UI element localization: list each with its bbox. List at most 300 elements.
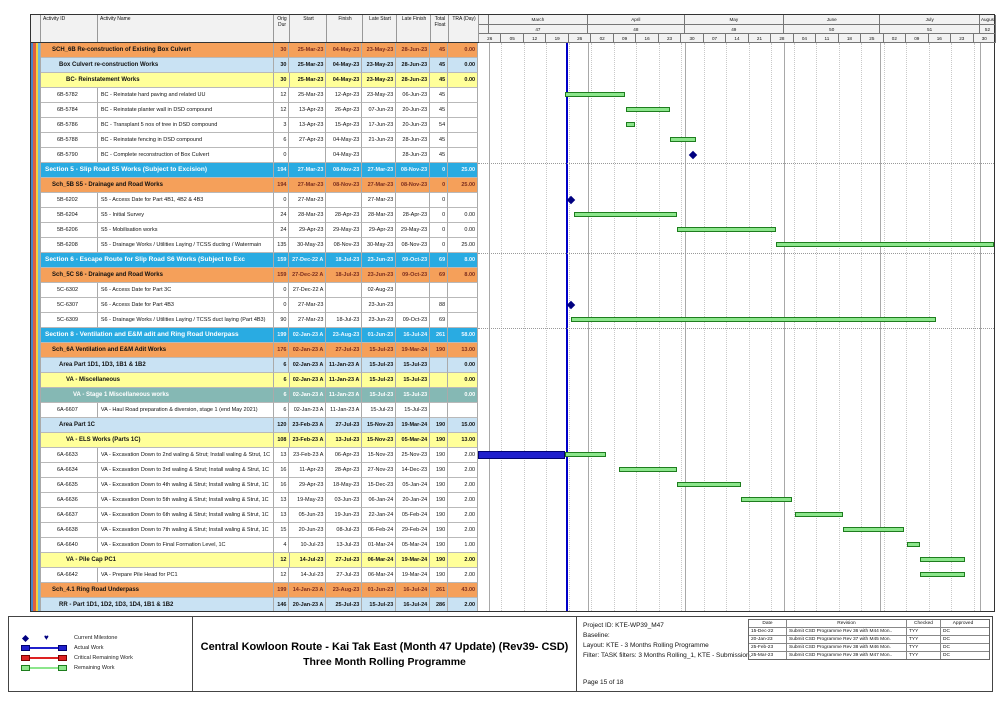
revision-cell: Checked bbox=[907, 620, 941, 627]
activity-name-cell: Sch_5C S6 - Drainage and Road Works bbox=[41, 268, 274, 283]
gantt-row-canvas bbox=[478, 448, 994, 463]
activity-name-cell: BC - Reinstate hard paving and related UU bbox=[98, 88, 274, 103]
legend-label: Remaining Work bbox=[74, 665, 115, 671]
group-stripes bbox=[31, 508, 41, 523]
month-number-band: 52 bbox=[980, 25, 996, 34]
activity-id-cell: 6B-5790 bbox=[41, 148, 98, 163]
orig-dur-cell: 176 bbox=[274, 343, 290, 358]
late-start-cell: 27-Nov-23 bbox=[362, 463, 396, 478]
late-finish-cell: 16-Jul-24 bbox=[396, 583, 430, 598]
group-stripes bbox=[31, 358, 41, 373]
report-title: Central Kowloon Route - Kai Tak East (Month 47 Update) (Rev39- CSD) bbox=[200, 640, 569, 653]
late-start-cell: 15-Nov-23 bbox=[362, 433, 396, 448]
finish-cell: 23-Aug-23 bbox=[326, 583, 362, 598]
start-cell: 11-Apr-23 bbox=[289, 463, 326, 478]
orig-dur-cell: 24 bbox=[274, 208, 290, 223]
activity-id-cell: 6A-6635 bbox=[41, 478, 98, 493]
tra-cell bbox=[448, 148, 478, 163]
tra-cell bbox=[448, 193, 478, 208]
revision-table bbox=[748, 619, 990, 660]
late-finish-cell: 28-Jun-23 bbox=[396, 58, 430, 73]
start-cell: 27-Dec-22 A bbox=[289, 253, 326, 268]
activity-name-cell: VA - Excavation Down to 5th waling & Strut; Install waling & Strut, 1C bbox=[98, 493, 274, 508]
gantt-row-canvas bbox=[478, 493, 994, 508]
revision-cell: Submit CSD Programme Rev 36 with M44 Mon.. bbox=[787, 628, 907, 635]
group-stripes bbox=[31, 373, 41, 388]
tra-cell: 2.00 bbox=[448, 493, 478, 508]
legend-label: Current Milestone bbox=[74, 635, 118, 641]
table-row bbox=[31, 478, 994, 493]
activity-id-cell: 5C-6302 bbox=[41, 283, 98, 298]
group-stripes bbox=[31, 583, 41, 598]
activity-name-cell: S6 - Drainage Works / Utilities Laying / TCSS duct laying (Part 4B3) bbox=[98, 313, 274, 328]
month-band: June bbox=[784, 15, 880, 25]
tra-cell: 0.00 bbox=[448, 223, 478, 238]
gantt-row-canvas bbox=[478, 583, 994, 598]
tra-cell: 25.00 bbox=[448, 163, 478, 178]
orig-dur-cell: 16 bbox=[274, 478, 290, 493]
tra-cell: 8.00 bbox=[448, 253, 478, 268]
group-stripes bbox=[31, 388, 41, 403]
gantt-row-canvas bbox=[478, 223, 994, 238]
late-finish-cell: 28-Jun-23 bbox=[396, 43, 430, 58]
group-row bbox=[31, 553, 994, 568]
activity-name-cell: Box Culvert re-construction Works bbox=[41, 58, 274, 73]
title-block bbox=[193, 617, 577, 691]
late-start-cell bbox=[362, 148, 396, 163]
week-cell: 30 bbox=[974, 34, 996, 43]
total-float-cell: 190 bbox=[430, 553, 448, 568]
table-row bbox=[31, 508, 994, 523]
group-row bbox=[31, 583, 994, 598]
table-row bbox=[31, 283, 994, 298]
gantt-row-canvas bbox=[478, 253, 994, 268]
activity-name-cell: Sch_6A Ventilation and E&M Adit Works bbox=[41, 343, 274, 358]
group-row bbox=[31, 58, 994, 73]
finish-cell: 18-Jul-23 bbox=[326, 253, 362, 268]
gantt-row-canvas bbox=[478, 478, 994, 493]
gantt-row-canvas bbox=[478, 298, 994, 313]
total-float-cell: 190 bbox=[430, 463, 448, 478]
gantt-row-canvas bbox=[478, 358, 994, 373]
timeline-months-row bbox=[479, 15, 996, 25]
activity-name-cell: S5 - Initial Survey bbox=[98, 208, 274, 223]
late-finish-cell: 08-Nov-23 bbox=[396, 163, 430, 178]
group-stripes bbox=[31, 178, 41, 193]
table-row bbox=[31, 313, 994, 328]
tra-cell: 13.00 bbox=[448, 343, 478, 358]
activity-name-cell: VA - Pile Cap PC1 bbox=[41, 553, 274, 568]
activity-id-cell: 6B-5782 bbox=[41, 88, 98, 103]
total-float-cell: 190 bbox=[430, 433, 448, 448]
gantt-row-canvas bbox=[478, 418, 994, 433]
activity-name-cell: VA - Miscellaneous bbox=[41, 373, 274, 388]
start-cell: 23-Feb-23 A bbox=[289, 418, 326, 433]
table-row bbox=[31, 88, 994, 103]
gantt-row-canvas bbox=[478, 523, 994, 538]
late-finish-cell: 28-Jun-23 bbox=[396, 133, 430, 148]
late-finish-cell: 19-Mar-24 bbox=[396, 343, 430, 358]
group-stripes bbox=[31, 253, 41, 268]
finish-cell: 18-Jul-23 bbox=[326, 268, 362, 283]
group-stripes bbox=[31, 568, 41, 583]
finish-cell: 11-Jan-23 A bbox=[326, 373, 362, 388]
start-cell: 05-Jun-23 bbox=[289, 508, 326, 523]
orig-dur-cell: 12 bbox=[274, 103, 290, 118]
start-cell: 25-Mar-23 bbox=[290, 73, 327, 88]
finish-cell: 29-May-23 bbox=[326, 223, 362, 238]
group-stripes bbox=[31, 118, 41, 133]
group-row bbox=[31, 343, 994, 358]
late-start-cell: 23-May-23 bbox=[362, 88, 396, 103]
week-cell: 11 bbox=[816, 34, 838, 43]
remaining-bar-icon bbox=[21, 665, 67, 671]
month-number-band: 50 bbox=[784, 25, 880, 34]
report-subtitle: Three Month Rolling Programme bbox=[303, 655, 466, 668]
tra-cell: 2.00 bbox=[448, 598, 478, 611]
orig-dur-cell: 135 bbox=[274, 238, 290, 253]
month-band bbox=[479, 15, 489, 25]
table-row bbox=[31, 118, 994, 133]
milestone-marker bbox=[567, 196, 575, 204]
start-cell: 25-Mar-23 bbox=[289, 88, 326, 103]
page-number: Page 15 of 18 bbox=[583, 679, 624, 686]
col-header-tra: TRA (Day) bbox=[449, 15, 479, 42]
tra-cell: 0.00 bbox=[448, 43, 478, 58]
week-cell: 21 bbox=[749, 34, 771, 43]
tra-cell: 25.00 bbox=[448, 178, 478, 193]
table-row bbox=[31, 238, 994, 253]
revision-cell: Approved bbox=[952, 621, 974, 626]
activity-name-cell: VA - Excavation Down to Final Formation Level, 1C bbox=[98, 538, 274, 553]
tra-cell: 0.00 bbox=[448, 208, 478, 223]
remaining-work-bar bbox=[574, 212, 677, 217]
late-start-cell: 21-Jun-23 bbox=[362, 133, 396, 148]
legend bbox=[9, 617, 193, 691]
start-cell: 25-Mar-23 bbox=[289, 58, 326, 73]
gantt-row-canvas bbox=[478, 553, 994, 568]
orig-dur-cell: 0 bbox=[274, 148, 290, 163]
project-id: Project ID: KTE-WP39_M47 bbox=[583, 622, 664, 629]
tra-cell: 0.00 bbox=[448, 373, 478, 388]
total-float-cell: 0 bbox=[430, 238, 448, 253]
remaining-work-bar bbox=[920, 572, 965, 577]
gantt-report bbox=[30, 14, 995, 612]
gantt-row-canvas bbox=[478, 538, 994, 553]
total-float-cell: 0 bbox=[430, 178, 448, 193]
late-finish-cell: 15-Jul-23 bbox=[396, 403, 430, 418]
gantt-row-canvas bbox=[478, 343, 994, 358]
late-finish-cell: 19-Mar-24 bbox=[396, 418, 430, 433]
group-stripes bbox=[31, 448, 41, 463]
gantt-row-canvas bbox=[478, 268, 994, 283]
late-finish-cell: 08-Nov-23 bbox=[396, 238, 430, 253]
revision-cell: DC bbox=[943, 637, 950, 642]
group-stripes bbox=[31, 343, 41, 358]
late-start-cell: 01-Jun-23 bbox=[362, 583, 396, 598]
finish-cell: 23-Aug-23 bbox=[326, 328, 362, 343]
orig-dur-cell: 0 bbox=[274, 298, 290, 313]
late-finish-cell: 08-Nov-23 bbox=[396, 178, 430, 193]
start-cell: 27-Apr-23 bbox=[289, 133, 326, 148]
orig-dur-cell: 199 bbox=[274, 583, 290, 598]
total-float-cell: 45 bbox=[430, 88, 448, 103]
timeline-weeks-row bbox=[479, 34, 996, 43]
late-finish-cell: 20-Jun-23 bbox=[396, 118, 430, 133]
week-cell: 19 bbox=[546, 34, 568, 43]
gantt-row-canvas bbox=[478, 283, 994, 298]
group-stripes bbox=[31, 418, 41, 433]
orig-dur-cell: 24 bbox=[274, 223, 290, 238]
gantt-row-canvas bbox=[478, 373, 994, 388]
start-cell: 27-Mar-23 bbox=[289, 298, 326, 313]
late-finish-cell: 15-Jul-23 bbox=[396, 358, 430, 373]
late-start-cell: 06-Mar-24 bbox=[362, 553, 396, 568]
orig-dur-cell: 16 bbox=[274, 463, 290, 478]
late-start-cell: 01-Jun-23 bbox=[362, 328, 396, 343]
start-cell: 27-Mar-23 bbox=[289, 313, 326, 328]
activity-id-cell: 6B-5784 bbox=[41, 103, 98, 118]
baseline: Baseline: bbox=[583, 632, 610, 639]
remaining-work-bar bbox=[565, 452, 607, 457]
tra-cell: 2.00 bbox=[448, 523, 478, 538]
total-float-cell: 190 bbox=[430, 523, 448, 538]
group-stripes bbox=[31, 463, 41, 478]
gantt-row-canvas bbox=[478, 43, 994, 58]
orig-dur-cell: 12 bbox=[274, 553, 290, 568]
revision-cell: 25-Mar-23 bbox=[749, 652, 787, 659]
total-float-cell: 261 bbox=[430, 328, 448, 343]
week-cell: 09 bbox=[906, 34, 928, 43]
activity-name-cell: Sch_5B S5 - Drainage and Road Works bbox=[41, 178, 274, 193]
month-number-band bbox=[479, 25, 489, 34]
orig-dur-cell: 159 bbox=[274, 253, 290, 268]
revision-row bbox=[749, 652, 989, 659]
activity-name-cell: Area Part 1D1, 1D3, 1B1 & 1B2 bbox=[41, 358, 274, 373]
group-stripes bbox=[31, 73, 41, 88]
gantt-row-canvas bbox=[478, 163, 994, 178]
orig-dur-cell: 15 bbox=[274, 523, 290, 538]
start-cell: 19-May-23 bbox=[289, 493, 326, 508]
late-finish-cell: 15-Jul-23 bbox=[396, 388, 430, 403]
revision-cell: TYY bbox=[907, 636, 941, 643]
legend-item bbox=[21, 643, 188, 653]
milestone-marker bbox=[567, 301, 575, 309]
start-cell: 27-Mar-23 bbox=[289, 163, 326, 178]
gantt-row-canvas bbox=[478, 103, 994, 118]
late-start-cell: 27-Mar-23 bbox=[362, 163, 396, 178]
late-finish-cell: 05-Mar-24 bbox=[396, 433, 430, 448]
gantt-row-canvas bbox=[478, 328, 994, 343]
activity-name-cell: BC - Reinstate planter wall in DSD compound bbox=[98, 103, 274, 118]
remaining-work-bar bbox=[776, 242, 994, 247]
finish-cell bbox=[326, 193, 362, 208]
late-start-cell: 07-Jun-23 bbox=[362, 103, 396, 118]
remaining-work-bar bbox=[626, 107, 671, 112]
start-cell: 27-Mar-23 bbox=[289, 193, 326, 208]
table-row bbox=[31, 568, 994, 583]
finish-cell: 08-Nov-23 bbox=[326, 238, 362, 253]
finish-cell: 12-Apr-23 bbox=[326, 88, 362, 103]
orig-dur-cell: 6 bbox=[274, 373, 290, 388]
week-cell: 02 bbox=[884, 34, 906, 43]
table-row bbox=[31, 463, 994, 478]
gantt-body bbox=[31, 43, 994, 611]
table-row bbox=[31, 448, 994, 463]
late-start-cell: 28-Mar-23 bbox=[362, 208, 396, 223]
group-stripes bbox=[31, 223, 41, 238]
activity-name-cell: RR - Part 1D1, 1D2, 1D3, 1D4, 1B1 & 1B2 bbox=[41, 598, 274, 611]
finish-cell: 08-Nov-23 bbox=[326, 163, 362, 178]
orig-dur-cell: 13 bbox=[274, 448, 290, 463]
late-finish-cell bbox=[396, 298, 430, 313]
late-finish-cell: 05-Feb-24 bbox=[396, 508, 430, 523]
finish-cell: 18-May-23 bbox=[326, 478, 362, 493]
group-stripes bbox=[31, 133, 41, 148]
finish-cell: 27-Jul-23 bbox=[326, 343, 362, 358]
month-number-band: 47 bbox=[489, 25, 589, 34]
group-row bbox=[31, 43, 994, 58]
group-stripes bbox=[31, 328, 41, 343]
late-finish-cell: 05-Mar-24 bbox=[396, 538, 430, 553]
start-cell: 27-Mar-23 bbox=[289, 178, 326, 193]
month-number-band: 51 bbox=[880, 25, 980, 34]
total-float-cell: 190 bbox=[430, 418, 448, 433]
orig-dur-cell: 6 bbox=[274, 133, 290, 148]
late-finish-cell: 28-Apr-23 bbox=[396, 208, 430, 223]
start-cell: 14-Jan-23 A bbox=[289, 583, 326, 598]
group-stripes bbox=[31, 478, 41, 493]
col-header-activity-name: Activity Name bbox=[98, 15, 274, 42]
late-finish-cell: 16-Jul-24 bbox=[396, 328, 430, 343]
late-start-cell: 23-May-23 bbox=[362, 43, 396, 58]
late-start-cell: 15-Jul-23 bbox=[362, 343, 396, 358]
orig-dur-cell: 12 bbox=[274, 568, 290, 583]
finish-cell: 28-Apr-23 bbox=[326, 463, 362, 478]
total-float-cell: 190 bbox=[430, 478, 448, 493]
start-cell: 14-Jul-23 bbox=[289, 568, 326, 583]
activity-name-cell: VA - Excavation Down to 3rd waling & Strut; Install waling & Strut, 1C bbox=[98, 463, 274, 478]
orig-dur-cell: 3 bbox=[274, 118, 290, 133]
tra-cell: 2.00 bbox=[448, 463, 478, 478]
activity-id-cell: 6A-6637 bbox=[41, 508, 98, 523]
table-row bbox=[31, 133, 994, 148]
critical-bar-icon bbox=[21, 655, 67, 661]
finish-cell: 03-Jun-23 bbox=[326, 493, 362, 508]
start-cell: 20-Jan-23 A bbox=[289, 598, 326, 611]
group-row bbox=[31, 418, 994, 433]
filter-name: Filter: TASK filters: 3 Months Rolling_1, KTE - Submission. bbox=[583, 652, 752, 659]
start-cell: 13-Apr-23 bbox=[289, 118, 326, 133]
tra-cell: 13.00 bbox=[448, 433, 478, 448]
activity-name-cell: BC - Transplant 5 nos of tree in DSD compound bbox=[98, 118, 274, 133]
table-row bbox=[31, 538, 994, 553]
activity-name-cell: S5 - Access Date for Part 4B1, 4B2 & 4B3 bbox=[98, 193, 274, 208]
late-finish-cell bbox=[396, 283, 430, 298]
late-finish-cell: 09-Oct-23 bbox=[396, 313, 430, 328]
month-band: May bbox=[685, 15, 785, 25]
activity-id-cell: 6A-6607 bbox=[41, 403, 98, 418]
project-info-block bbox=[577, 617, 992, 691]
group-row bbox=[31, 358, 994, 373]
finish-cell: 27-Jul-23 bbox=[326, 553, 362, 568]
orig-dur-cell: 120 bbox=[274, 418, 290, 433]
remaining-work-bar bbox=[670, 137, 696, 142]
total-float-cell: 190 bbox=[430, 508, 448, 523]
finish-cell: 04-May-23 bbox=[326, 148, 362, 163]
activity-name-cell: VA - ELS Works (Parts 1C) bbox=[41, 433, 274, 448]
group-stripes bbox=[31, 43, 41, 58]
actual-bar-icon bbox=[21, 645, 67, 651]
month-number-band: 48 bbox=[588, 25, 684, 34]
activity-id-cell: 6A-6634 bbox=[41, 463, 98, 478]
orig-dur-cell: 6 bbox=[274, 358, 290, 373]
activity-name-cell: VA - Excavation Down to 6th waling & Strut; Install waling & Strut, 1C bbox=[98, 508, 274, 523]
revision-cell: DC bbox=[943, 645, 950, 650]
gantt-row-canvas bbox=[478, 238, 994, 253]
tra-cell bbox=[448, 133, 478, 148]
activity-id-cell: 6A-6642 bbox=[41, 568, 98, 583]
late-start-cell: 23-Jun-23 bbox=[362, 298, 396, 313]
activity-id-cell: 5B-6206 bbox=[41, 223, 98, 238]
late-finish-cell: 16-Jul-24 bbox=[396, 598, 430, 611]
week-cell: 02 bbox=[591, 34, 613, 43]
gantt-row-canvas bbox=[478, 133, 994, 148]
start-cell: 27-Dec-22 A bbox=[289, 268, 326, 283]
late-start-cell: 22-Jan-24 bbox=[362, 508, 396, 523]
total-float-cell: 45 bbox=[430, 103, 448, 118]
total-float-cell: 190 bbox=[430, 343, 448, 358]
col-header-start: Start bbox=[290, 15, 327, 42]
group-stripes bbox=[31, 163, 41, 178]
late-start-cell: 15-Jul-23 bbox=[362, 358, 396, 373]
tra-cell bbox=[448, 103, 478, 118]
revision-cell: TYY bbox=[907, 644, 941, 651]
tra-cell: 15.00 bbox=[448, 418, 478, 433]
total-float-cell: 54 bbox=[430, 118, 448, 133]
group-stripes bbox=[31, 538, 41, 553]
week-cell: 23 bbox=[951, 34, 973, 43]
tra-cell bbox=[448, 403, 478, 418]
gantt-row-canvas bbox=[478, 58, 994, 73]
start-cell: 02-Jan-23 A bbox=[289, 358, 326, 373]
section-row bbox=[31, 253, 994, 268]
orig-dur-cell: 194 bbox=[274, 163, 290, 178]
start-cell: 10-Jul-23 bbox=[289, 538, 326, 553]
activity-name-cell: VA - Haul Road preparation & diversion, stage 1 (end May 2021) bbox=[98, 403, 274, 418]
milestone-icon: ♥ bbox=[21, 634, 67, 642]
finish-cell: 08-Nov-23 bbox=[326, 178, 362, 193]
late-start-cell: 29-Apr-23 bbox=[362, 223, 396, 238]
month-band: April bbox=[588, 15, 684, 25]
group-row bbox=[31, 268, 994, 283]
finish-cell: 27-Jul-23 bbox=[326, 418, 362, 433]
late-finish-cell: 09-Oct-23 bbox=[396, 268, 430, 283]
late-finish-cell: 19-Mar-24 bbox=[396, 568, 430, 583]
orig-dur-cell: 30 bbox=[274, 58, 290, 73]
group-row bbox=[31, 388, 994, 403]
remaining-work-bar bbox=[795, 512, 843, 517]
remaining-work-bar bbox=[920, 557, 965, 562]
activity-name-cell: VA - Stage 1 Miscellaneous works bbox=[41, 388, 274, 403]
gantt-row-canvas bbox=[478, 148, 994, 163]
legend-label: Critical Remaining Work bbox=[74, 655, 133, 661]
finish-cell: 06-Apr-23 bbox=[326, 448, 362, 463]
remaining-work-bar bbox=[626, 122, 636, 127]
group-stripes bbox=[31, 553, 41, 568]
late-start-cell: 27-Mar-23 bbox=[362, 193, 396, 208]
revision-cell: Submit CSD Programme Rev 37 with M45 Mon. bbox=[787, 636, 907, 643]
